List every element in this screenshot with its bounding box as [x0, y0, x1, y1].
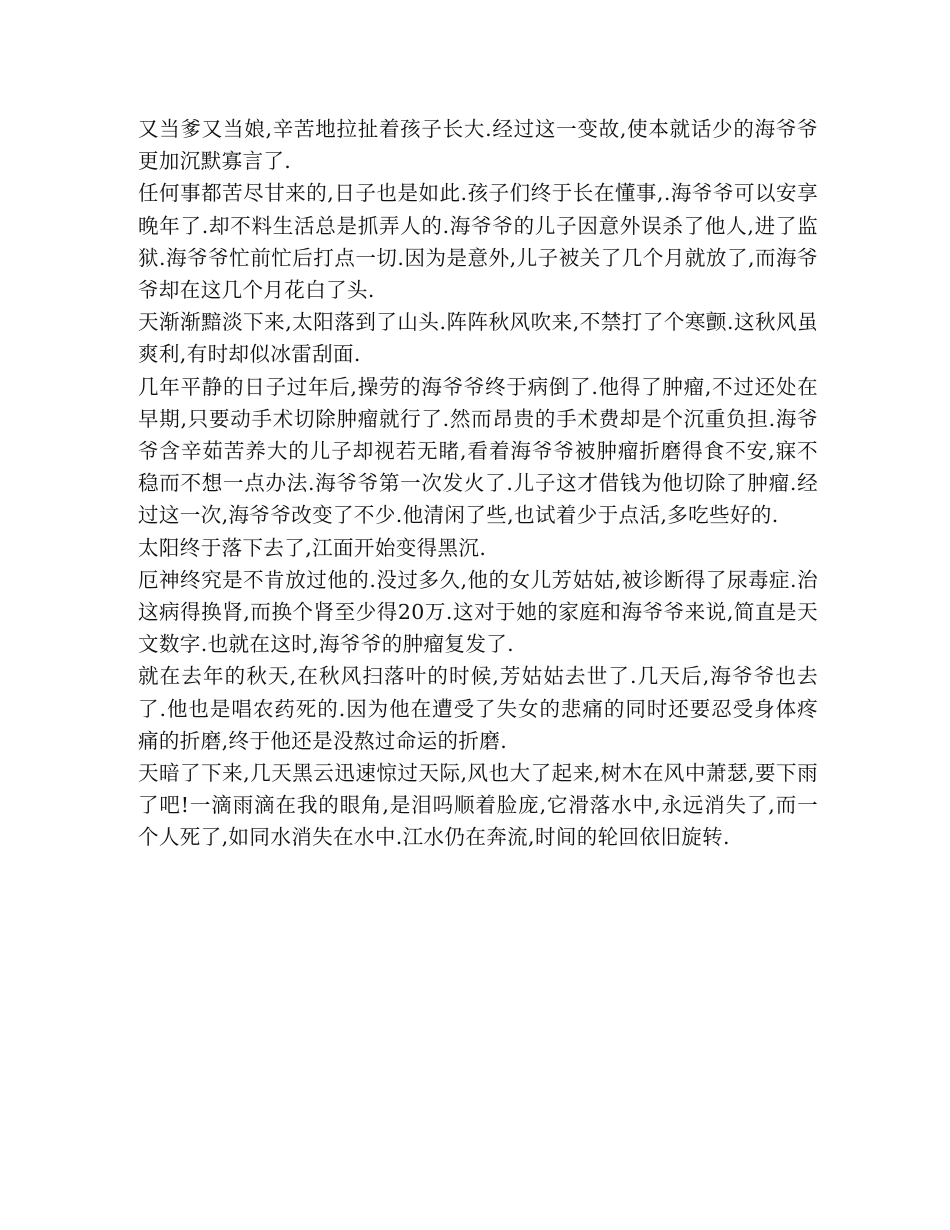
paragraph-1: 又当爹又当娘,辛苦地拉扯着孩子长大.经过这一变故,使本就话少的海爷爷更加沉默寡言了.	[138, 117, 818, 174]
article-body	[138, 113, 818, 854]
paragraph-5: 太阳终于落下去了,江面开始变得黑沉.	[138, 535, 487, 560]
paragraph-7: 就在去年的秋天,在秋风扫落叶的时候,芳姑姑去世了.几天后,海爷爷也去了.他也是唱农药死的.因为他在遭受了失女的悲痛的同时还要忍受身体疼痛的折磨,终于他还是没熬过命运的折磨.	[138, 664, 818, 753]
paragraph-8: 天暗了下来,几天黑云迅速惊过天际,风也大了起来,树木在风中萧瑟,要下雨了吧!一滴雨滴在我的眼角,是泪吗顺着脸庞,它滑落水中,永远消失了,而一个人死了,如同水消失在水中.江水仍在奔流,时间的轮回依旧旋转.	[138, 761, 818, 850]
paragraph-2: 任何事都苦尽甘来的,日子也是如此.孩子们终于长在懂事,.海爷爷可以安享晚年了.却不料生活总是抓弄人的.海爷爷的儿子因意外误杀了他人,进了监狱.海爷爷忙前忙后打点一切.因为是意外,儿子被关了几个月就放了,而海爷爷却在这几个月花白了头.	[138, 181, 818, 303]
paragraph-3: 天渐渐黯淡下来,太阳落到了山头.阵阵秋风吹来,不禁打了个寒颤.这秋风虽爽利,有时却似冰雷刮面.	[138, 310, 818, 367]
paragraph-4: 几年平静的日子过年后,操劳的海爷爷终于病倒了.他得了肿瘤,不过还处在早期,只要动手术切除肿瘤就行了.然而昂贵的手术费却是个沉重负担.海爷爷含辛茹苦养大的儿子却视若无睹,看着海爷爷被肿瘤折磨得食不安,寐不稳而不想一点办法.海爷爷第一次发火了.儿子这才借钱为他切除了肿瘤.经过这一次,海爷爷改变了不少.他清闲了些,也试着少于点活,多吃些好的.	[138, 374, 818, 528]
paragraph-6: 厄神终究是不肯放过他的.没过多久,他的女儿芳姑姑,被诊断得了尿毒症.治这病得换肾,而换个肾至少得20万.这对于她的家庭和海爷爷来说,简直是天文数字.也就在这时,海爷爷的肿瘤复发了.	[138, 567, 818, 657]
